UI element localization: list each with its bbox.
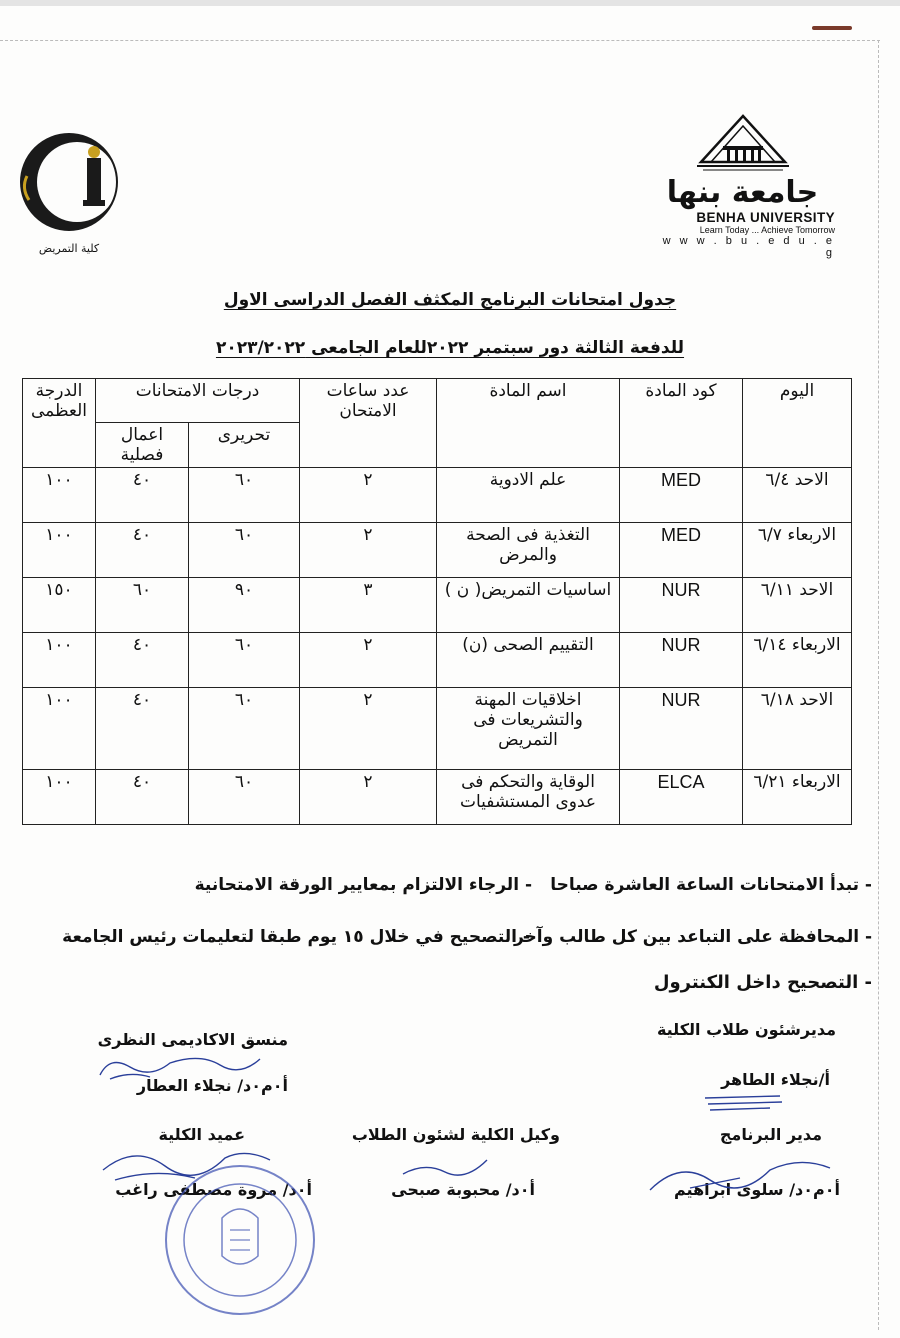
dean-name: أ٠د/ مروة مصطفى راغب xyxy=(115,1180,312,1199)
day-cell: الاربعاء ٦/١٤ xyxy=(743,633,852,688)
header-practical: اعمال فصلية xyxy=(96,423,189,468)
day-cell: الاحد ٦/٤ xyxy=(743,468,852,523)
day-cell: الاحد ٦/١١ xyxy=(743,578,852,633)
faculty-caption: كلية التمريض xyxy=(38,242,100,255)
schedule-title: جدول امتحانات البرنامج المكثف الفصل الدراسى الاول xyxy=(223,290,677,310)
day-cell: الاربعاء ٦/٧ xyxy=(743,523,852,578)
note-correction-period: - التصحيح في خلال ١٥ يوم طبقا لتعليمات رئيس الجامعة xyxy=(62,927,530,947)
table-row xyxy=(23,523,852,578)
academic-coordinator-title: منسق الاكاديمى النظرى xyxy=(97,1030,288,1049)
table-row xyxy=(23,633,852,688)
hours-cell: ٢ xyxy=(300,688,437,770)
code-cell: NUR xyxy=(620,688,743,770)
code-cell: MED xyxy=(620,468,743,523)
note-correction-place: - التصحيح داخل الكنترول xyxy=(653,972,872,993)
top-edge xyxy=(0,0,900,6)
day-cell: الاحد ٦/١٨ xyxy=(743,688,852,770)
vice-dean-title: وكيل الكلية لشئون الطلاب xyxy=(351,1125,560,1144)
header-max: الدرجة العظمى xyxy=(23,379,96,468)
director-signature-scribble xyxy=(640,1150,840,1195)
practical-cell: ٤٠ xyxy=(96,770,189,825)
pen-mark xyxy=(812,26,852,30)
practical-cell: ٦٠ xyxy=(96,578,189,633)
student-affairs-manager-title: مديرشئون طلاب الكلية xyxy=(656,1020,836,1039)
table-row xyxy=(23,468,852,523)
day-cell: الاربعاء ٦/٢١ xyxy=(743,770,852,825)
hours-cell: ٢ xyxy=(300,468,437,523)
subject-cell: الوقاية والتحكم فى عدوى المستشفيات xyxy=(437,770,620,825)
max-cell: ١٠٠ xyxy=(23,523,96,578)
practical-cell: ٤٠ xyxy=(96,633,189,688)
program-director-name: أ٠م٠د/ سلوى ابراهيم xyxy=(673,1180,840,1199)
hours-cell: ٣ xyxy=(300,578,437,633)
hours-cell: ٢ xyxy=(300,633,437,688)
header-written: تحريرى xyxy=(189,423,300,468)
code-cell: NUR xyxy=(620,633,743,688)
written-cell: ٦٠ xyxy=(189,633,300,688)
practical-cell: ٤٠ xyxy=(96,688,189,770)
table-row xyxy=(23,578,852,633)
max-cell: ١٠٠ xyxy=(23,770,96,825)
subject-cell: التقييم الصحى (ن) xyxy=(437,633,620,688)
written-cell: ٦٠ xyxy=(189,468,300,523)
practical-cell: ٤٠ xyxy=(96,468,189,523)
max-cell: ١٠٠ xyxy=(23,633,96,688)
table-header-row xyxy=(23,379,852,423)
coordinator-signature-scribble xyxy=(90,1045,270,1085)
manager-signature-scribble xyxy=(700,1088,790,1118)
header-subject: اسم المادة xyxy=(437,379,620,468)
university-name-english: BENHA UNIVERSITY xyxy=(696,210,835,225)
hours-cell: ٢ xyxy=(300,523,437,578)
note-start-time: - تبدأ الامتحانات الساعة العاشرة صباحا xyxy=(550,875,872,895)
academic-coordinator-name: أ٠م٠د/ نجلاء العطار xyxy=(136,1076,288,1095)
program-director-title: مدير البرنامج xyxy=(719,1125,822,1144)
note-spacing: - المحافظة على التباعد بين كل طالب وآخر xyxy=(513,927,872,947)
university-tagline: Learn Today ... Achieve Tomorrow xyxy=(699,225,835,235)
header-code: كود المادة xyxy=(620,379,743,468)
university-website: w w w . b u . e d u . e g xyxy=(662,235,835,259)
table-row xyxy=(23,770,852,825)
vice-dean-signature-scribble xyxy=(395,1150,495,1185)
practical-cell: ٤٠ xyxy=(96,523,189,578)
exam-schedule-table xyxy=(22,378,852,825)
faculty-stamp-icon xyxy=(160,1160,320,1320)
written-cell: ٩٠ xyxy=(189,578,300,633)
max-cell: ١٠٠ xyxy=(23,688,96,770)
max-cell: ١٥٠ xyxy=(23,578,96,633)
written-cell: ٦٠ xyxy=(189,523,300,578)
schedule-subtitle: للدفعة الثالثة دور سبتمبر ٢٠٢٢للعام الجامعى ٢٠٢٣/٢٠٢٢ xyxy=(215,338,685,358)
code-cell: MED xyxy=(620,523,743,578)
written-cell: ٦٠ xyxy=(189,770,300,825)
university-name-arabic: جامعة بنها xyxy=(666,175,819,210)
student-affairs-manager-name: أ/نجلاء الطاهر xyxy=(721,1070,830,1089)
max-cell: ١٠٠ xyxy=(23,468,96,523)
faculty-logo xyxy=(14,128,124,255)
page-border-top xyxy=(0,40,880,41)
header-grades: درجات الامتحانات xyxy=(96,379,300,423)
university-logo xyxy=(650,112,835,259)
subject-cell: التغذية فى الصحة والمرض xyxy=(437,523,620,578)
faculty-crest-icon xyxy=(17,128,121,236)
written-cell: ٦٠ xyxy=(189,688,300,770)
hours-cell: ٢ xyxy=(300,770,437,825)
vice-dean-name: أ٠د/ محبوبة صبحى xyxy=(391,1180,535,1199)
page-border-right xyxy=(878,40,879,1330)
note-paper-standards: - الرجاء الالتزام بمعايير الورقة الامتحانية xyxy=(194,875,532,895)
table-row xyxy=(23,688,852,770)
subject-cell: علم الادوية xyxy=(437,468,620,523)
code-cell: NUR xyxy=(620,578,743,633)
subject-cell: اساسيات التمريض( ن ) xyxy=(437,578,620,633)
code-cell: ELCA xyxy=(620,770,743,825)
university-emblem-icon xyxy=(693,112,793,174)
header-day: اليوم xyxy=(743,379,852,468)
header-hours: عدد ساعات الامتحان xyxy=(300,379,437,468)
dean-title: عميد الكلية xyxy=(158,1125,245,1144)
subject-cell: اخلاقيات المهنة والتشريعات فى التمريض xyxy=(437,688,620,770)
